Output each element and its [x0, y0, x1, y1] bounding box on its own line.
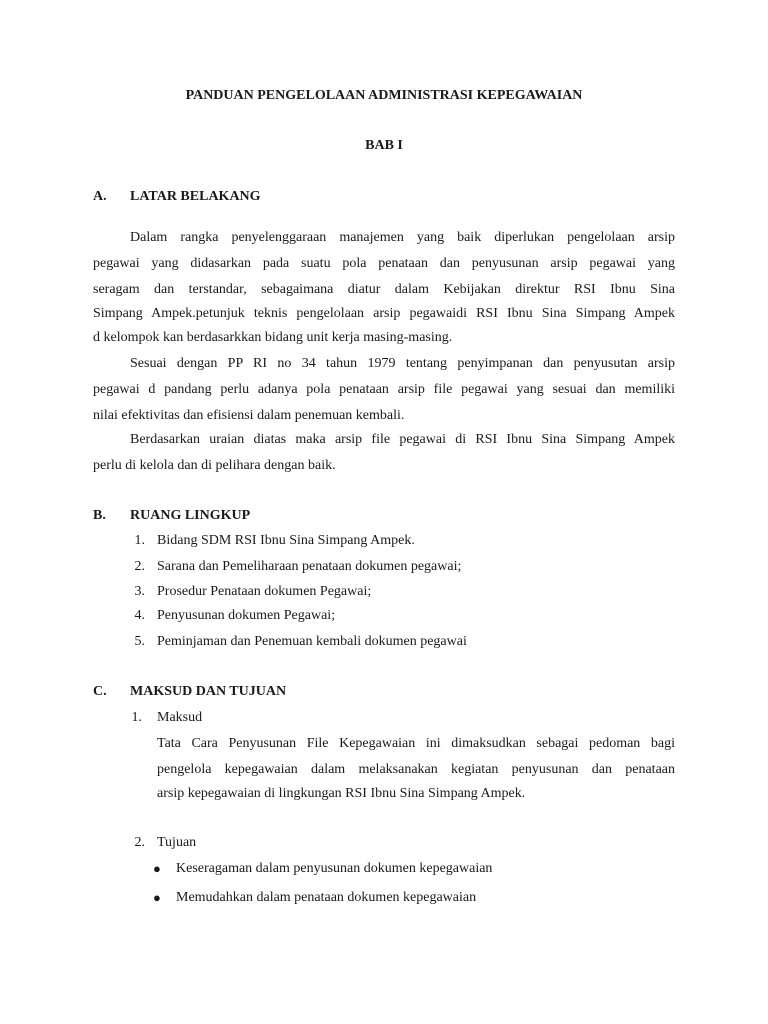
paragraph-line: perlu di kelola dan di pelihara dengan baik. [93, 458, 336, 473]
subsection-number: 1. [131, 710, 142, 725]
bullet-icon: ● [153, 861, 161, 876]
section-c-heading: MAKSUD DAN TUJUAN [130, 684, 287, 699]
list-item-number: 3. [134, 584, 145, 599]
chapter-heading: BAB I [365, 138, 403, 153]
section-c-letter: C. [93, 684, 107, 699]
paragraph-line: seragam dan terstandar, sebagaimana diatur dalam Kebijakan direktur RSI Ibnu Sina [93, 282, 675, 297]
list-item: Penyusunan dokumen Pegawai; [157, 608, 336, 623]
paragraph-line: Dalam rangka penyelenggaraan manajemen yang baik diperlukan pengelolaan arsip [130, 230, 675, 245]
paragraph-line: Berdasarkan uraian diatas maka arsip file pegawai di RSI Ibnu Sina Simpang Ampek [130, 432, 675, 447]
list-item-number: 4. [134, 608, 145, 623]
list-item: Bidang SDM RSI Ibnu Sina Simpang Ampek. [157, 533, 415, 548]
list-item: Peminjaman dan Penemuan kembali dokumen pegawai [157, 634, 467, 649]
paragraph-line: pengelola kepegawaian dalam melaksanakan kegiatan penyusunan dan penataan [157, 762, 675, 777]
section-a-letter: A. [93, 189, 107, 204]
paragraph-line: pegawai yang didasarkan pada suatu pola penataan dan penyusunan arsip pegawai yang [93, 256, 675, 271]
list-item-number: 5. [134, 634, 145, 649]
document-title: PANDUAN PENGELOLAAN ADMINISTRASI KEPEGAWAIAN [185, 88, 583, 103]
list-item: Sarana dan Pemeliharaan penataan dokumen pegawai; [157, 559, 462, 574]
paragraph-line: pegawai d pandang perlu adanya pola penataan arsip file pegawai yang sesuai dan memiliki [93, 382, 675, 397]
bullet-item: Memudahkan dalam penataan dokumen kepegawaian [176, 890, 477, 905]
paragraph-line: Simpang Ampek.petunjuk teknis pengelolaan arsip pegawaidi RSI Ibnu Sina Simpang Ampek [93, 306, 675, 321]
paragraph-line: Tata Cara Penyusunan File Kepegawaian ini dimaksudkan sebagai pedoman bagi [157, 736, 675, 751]
paragraph-line: arsip kepegawaian di lingkungan RSI Ibnu Sina Simpang Ampek. [157, 786, 526, 801]
paragraph-line: Sesuai dengan PP RI no 34 tahun 1979 tentang penyimpanan dan penyusutan arsip [130, 356, 675, 371]
bullet-item: Keseragaman dalam penyusunan dokumen kepegawaian [176, 861, 493, 876]
paragraph-line: nilai efektivitas dan efisiensi dalam penemuan kembali. [93, 408, 405, 423]
list-item: Prosedur Penataan dokumen Pegawai; [157, 584, 372, 599]
section-b-heading: RUANG LINGKUP [130, 508, 251, 523]
list-item-number: 2. [134, 559, 145, 574]
bullet-icon: ● [153, 890, 161, 905]
subsection-number: 2. [134, 835, 145, 850]
paragraph-line: d kelompok kan berdasarkkan bidang unit kerja masing-masing. [93, 330, 453, 345]
subsection-label: Tujuan [157, 835, 197, 850]
list-item-number: 1. [134, 533, 145, 548]
section-a-heading: LATAR BELAKANG [130, 189, 261, 204]
subsection-label: Maksud [157, 710, 203, 725]
section-b-letter: B. [93, 508, 106, 523]
